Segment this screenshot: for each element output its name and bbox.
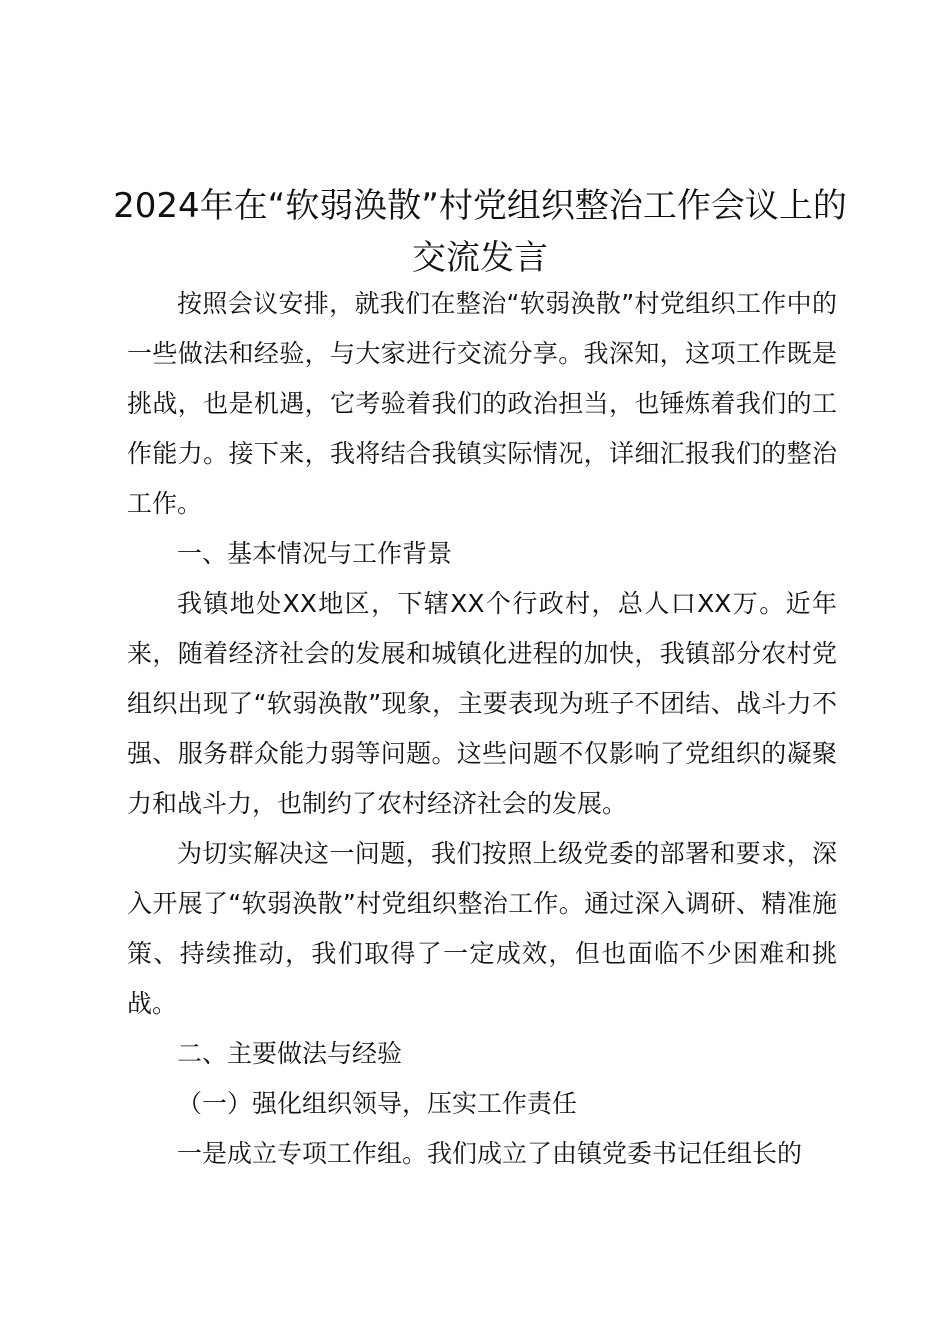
section-heading-background: 一、基本情况与工作背景 — [177, 539, 453, 568]
document-body — [127, 279, 837, 1179]
intro-paragraph: 按照会议安排，就我们在整治“软弱涣散”村党组织工作中的一些做法和经验，与大家进行交流分享。我深知，这项工作既是挑战，也是机遇，它考验着我们的政治担当，也锤炼着我们的工作能力。接下来，我将结合我镇实际情况，详细汇报我们的整治工作。 — [127, 289, 837, 518]
document-title: 2024年在“软弱涣散”村党组织整治工作会议上的交流发言 — [113, 186, 847, 278]
section-heading-practices: 二、主要做法与经验 — [177, 1039, 403, 1068]
rectification-paragraph: 为切实解决这一问题，我们按照上级党委的部署和要求，深入开展了“软弱涣散”村党组织整治工作。通过深入调研、精准施策、持续推动，我们取得了一定成效，但也面临不少困难和挑战。 — [127, 839, 837, 1018]
workgroup-paragraph: 一是成立专项工作组。我们成立了由镇党委书记任组长的 — [177, 1139, 803, 1168]
background-paragraph: 我镇地处XX地区，下辖XX个行政村，总人口XX万。近年来，随着经济社会的发展和城镇化进程的加快，我镇部分农村党组织出现了“软弱涣散”现象，主要表现为班子不团结、战斗力不强、服务群众能力弱等问题。这些问题不仅影响了党组织的凝聚力和战斗力，也制约了农村经济社会的发展。 — [127, 589, 837, 818]
subsection-heading-leadership: （一）强化组织领导，压实工作责任 — [177, 1089, 578, 1118]
